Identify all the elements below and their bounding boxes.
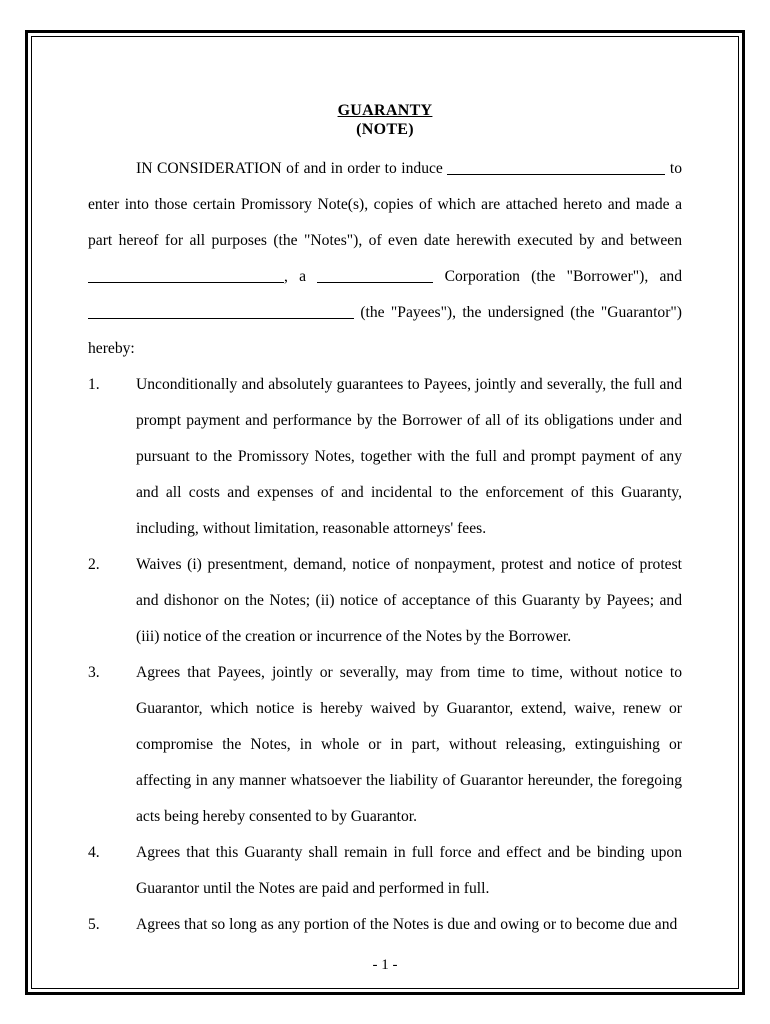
document-title: GUARANTY <box>337 102 433 119</box>
item-number: 1. <box>88 376 100 393</box>
page-number: - 1 - <box>372 957 398 973</box>
list-item-2 <box>88 547 682 655</box>
item-text: Waives (i) presentment, demand, notice of nonpayment, protest and notice of protest and dishonor on the Notes; (ii) notice of acceptance of this Guaranty by Payees; and (iii) notice of the creation or incurrence of the Notes by the Borrower. <box>136 556 682 645</box>
blank-payees-name <box>88 318 354 319</box>
blank-borrower-name <box>88 282 284 283</box>
item-text: Agrees that Payees, jointly or severally, may from time to time, without notice to Guarantor, which notice is hereby waived by Guarantor, extend, waive, renew or compromise the Notes, in whole or in part, without releasing, extinguishing or affecting in any manner whatsoever the liability of Guarantor hereunder, the foregoing acts being hereby consented to by Guarantor. <box>136 664 682 825</box>
item-number: 3. <box>88 664 100 681</box>
item-number: 5. <box>88 916 100 933</box>
item-text: Agrees that so long as any portion of the Notes is due and owing or to become due and <box>136 916 678 933</box>
intro-seg1: IN CONSIDERATION of and in order to induce <box>136 160 443 177</box>
list-item-5 <box>88 907 682 943</box>
blank-state-name <box>317 282 433 283</box>
item-text: Unconditionally and absolutely guarantees to Payees, jointly and severally, the full and prompt payment and performance by the Borrower of all of its obligations under and pursuant to the Promissory Notes, together with the full and prompt payment of any and all costs and expenses of and incidental to the enforcement of this Guaranty, including, without limitation, reasonable attorneys' fees. <box>136 376 682 537</box>
intro-seg2: to enter into those certain Promissory Note(s), copies of which are attached hereto and made a part hereof for all purposes (the "Notes"), of even date herewith executed by and between <box>88 160 682 249</box>
list-item-1 <box>88 367 682 547</box>
list-item-4 <box>88 835 682 907</box>
intro-paragraph <box>88 151 682 367</box>
page-content-area <box>31 36 739 989</box>
item-number: 2. <box>88 556 100 573</box>
document-subtitle: (NOTE) <box>356 121 414 138</box>
intro-seg3: , a <box>284 268 307 285</box>
blank-inducee-name <box>447 174 665 175</box>
list-item-3 <box>88 655 682 835</box>
page-border-frame <box>25 30 745 995</box>
item-text: Agrees that this Guaranty shall remain in full force and effect and be binding upon Guarantor until the Notes are paid and performed in full. <box>136 844 682 897</box>
title-block <box>88 101 682 139</box>
intro-seg4: Corporation (the "Borrower"), and <box>444 268 683 285</box>
intro-seg5: (the "Payees"), the undersigned (the "Guarantor") hereby: <box>88 304 682 357</box>
item-number: 4. <box>88 844 100 861</box>
guaranty-items <box>88 367 682 943</box>
